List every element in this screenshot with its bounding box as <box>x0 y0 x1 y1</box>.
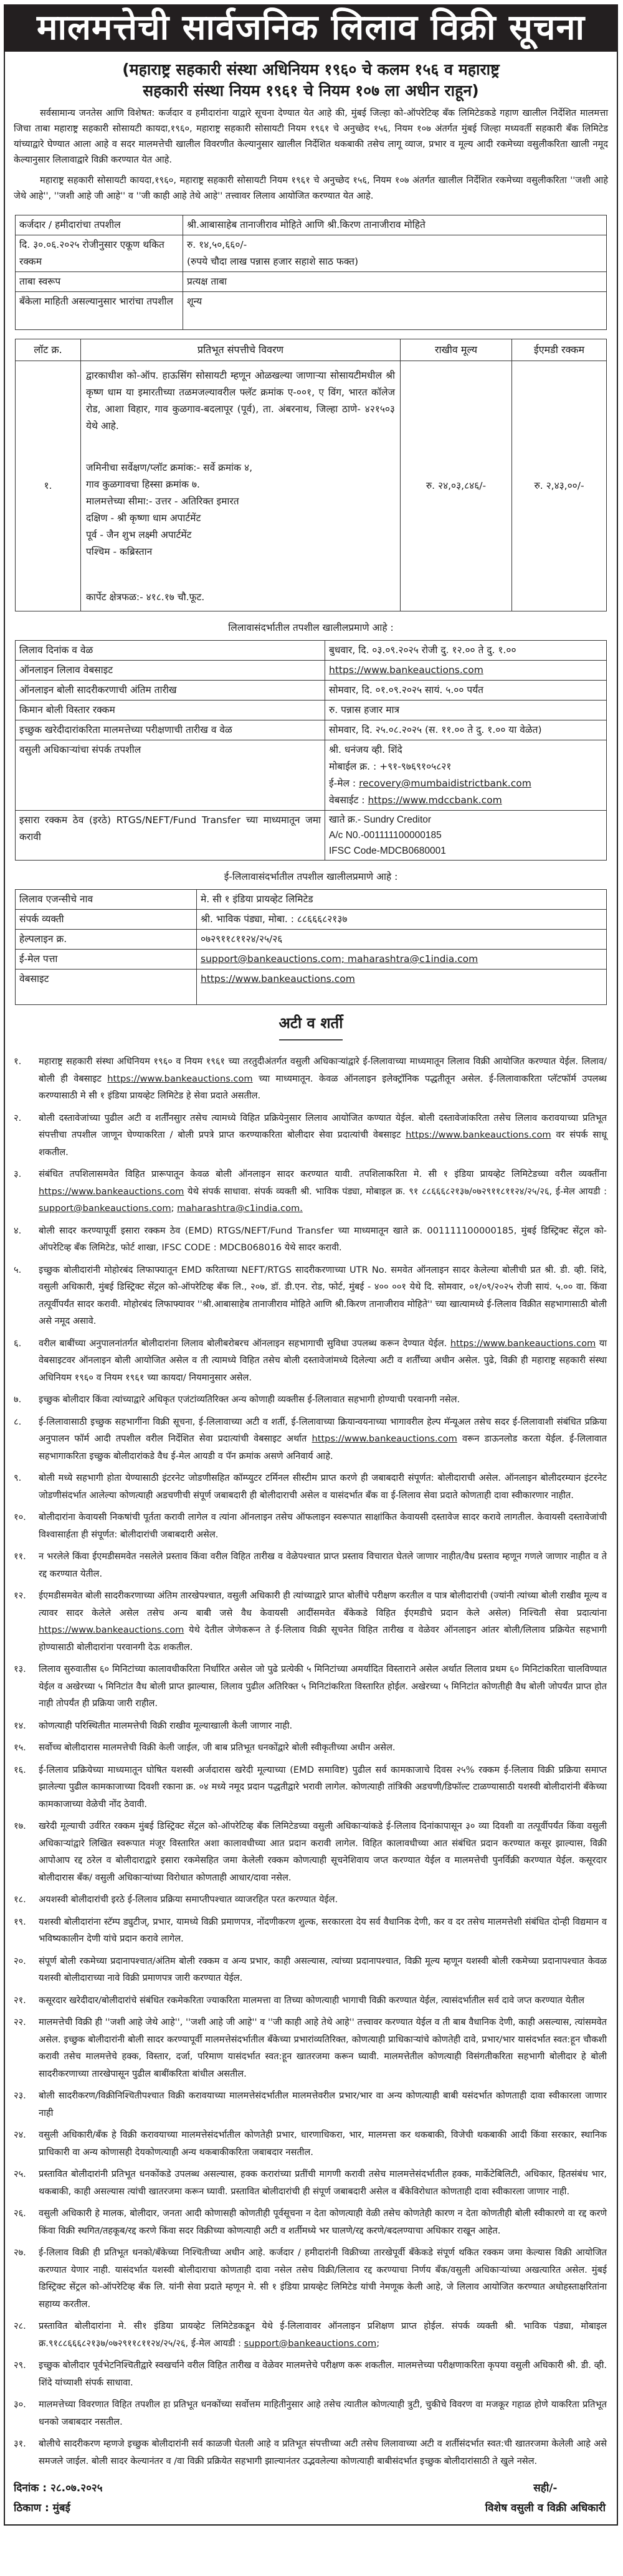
table-row <box>16 930 607 950</box>
property-description <box>81 361 401 611</box>
term-item <box>14 1762 607 1813</box>
term-item <box>14 1470 607 1504</box>
table-row <box>16 641 607 661</box>
emd-account-details <box>325 811 607 861</box>
agency-label: लिलाव एजन्सीचे नाव <box>16 890 197 910</box>
table-row <box>16 811 607 861</box>
term-number: २०. <box>14 1955 26 1966</box>
outstanding-value <box>183 235 607 272</box>
term-link[interactable]: https://www.bankeauctions.com <box>39 1186 184 1197</box>
term-text: बोली मध्ये सहभागी होता येण्यासाठी इंटरनेट जोडणीसहित कॉम्प्युटर टर्मिनल सीस्टीम प्राप्त करणे ही जबाबदारी संपूर्णत: बोलीदाराची असेल. ऑनलाइन बोलीदरम्यान इंटरनेट जोडणीसंदर्भात आलेल्या कोणत्याही अडचणीची संपूर्ण जबाबदारी ही बोलीदाराची असेल व यासंदर्भात बँक वा ई-लिलाव सेवा प्रदाते कोणताही दावा स्वीकारणार नाहीत. <box>39 1473 607 1501</box>
term-text: न भरलेले किंवा ईएमडीसमवेत नसलेले प्रस्ताव किंवा वरील विहित तारीख व वेळेपश्चात प्राप्त प्रस्ताव विचारात घेतले जाणार नाहीत/वैध प्रस्ताव म्हणून गणले जाणार नाहीत व ते रद्द करण्यात येतील. <box>39 1551 607 1579</box>
terms-heading <box>5 1012 617 1040</box>
boundary-east: पूर्व - जैन शुभ लक्ष्मी अपार्टमेंट <box>86 529 192 540</box>
outstanding-label: दि. ३०.०६.२०२५ रोजीनुसार एकूण थकित रक्कम <box>16 235 183 272</box>
term-number: ८. <box>14 1416 22 1427</box>
term-item <box>14 1587 607 1656</box>
term-link[interactable]: https://www.bankeauctions.com <box>107 1073 253 1084</box>
term-text: प्रस्तावित बोलीदारांनी प्रतिभूत धनकोंकडे उपलब्ध असल्यास, हक्क करारांच्या प्रतींची मागणी करावी तसेच मालमत्तेसंदर्भातील हक्क, मार्केटेबिलिटी, अधिकार, हितसंबंध भार, थकबाकी, काही असल्यास त्यांची खातरजमा करून घ्यावी. प्रस्तावित बोलीदारांची ही संपूर्ण जबाबदारी असेल व बँकेविरोधात कोणताही दावा स्वीकारला जाणार नाही. <box>39 2169 607 2197</box>
term-link[interactable]: https://www.bankeauctions.com <box>406 1130 551 1140</box>
terms-list <box>14 1053 607 2470</box>
term-item <box>14 1391 607 1408</box>
emd-account-name: खाते क्र.- Sundry Creditor <box>329 814 432 825</box>
term-item <box>14 2126 607 2161</box>
officer-site-link[interactable]: https://www.mdccbank.com <box>368 795 502 806</box>
term-item <box>14 1262 607 1330</box>
inspection-value: सोमवार, दि. २५.०८.२०२५ (स. ११.०० ते दु. १.०० या वेळेत) <box>325 720 607 740</box>
table-row <box>16 910 607 930</box>
term-text: बोलीदारांना केवायसी निकषांची पूर्तता करावी लागेल व त्यांना ऑनलाइन तसेच ऑफलाइन स्वरूपात साक्षांकित केवायसी दस्तावेज सादर करावे लागतील. केवायसी दस्तावेजांची विश्वासार्हता ही संपूर्णत: बोलीदारांची जबाबदारी असेल. <box>39 1512 607 1540</box>
term-number: ११. <box>14 1551 26 1562</box>
boundary-north: मालमत्तेच्या सीमा:- उत्तर - अतिरिक्त इमारत <box>86 496 239 507</box>
term-link[interactable]: support@bankeauctions.com <box>39 1203 171 1214</box>
encumbrance-label: बँकेला माहिती असल्यानुसार भारांचा तपशील <box>16 292 183 330</box>
table-row <box>16 720 607 740</box>
term-link[interactable]: https://www.bankeauctions.com <box>312 1433 457 1444</box>
email-link[interactable]: support@bankeauctions.com; maharashtra@c1india.com <box>201 953 478 965</box>
auction-notice <box>4 4 618 2526</box>
auction-date-value: बुधवार, दि. ०३.०९.२०२५ रोजी दु. १२.०० ते दु. १.०० <box>325 641 607 661</box>
term-text: कसूरदार खरेदीदार/बोलीदारांचे संबंधित रकमेकरिता ज्याकरिता मालमत्ता वा तिच्या कोणत्याही भागाची विक्री करण्यात येईल, त्यासंदर्भातील सर्व दावे जप्त करण्यात येतील <box>39 1994 584 2006</box>
term-item <box>14 2166 607 2200</box>
term-text: वरील बाबींच्या अनुपालनांतर्गत बोलीदारांना लिलाव बोलीबरोबरच ऑनलाइन सहभागाची सुविधा उपलब्ध करून देण्यात येईल. https://www.bankeauctions.com या वेबसाइटवर ऑनलाइन बोली आयोजित असेल व ती त्यामध्ये विहित तसेच बोली दस्तावेजांमध्ये दिलेल्या अटी व शर्तींच्या अधीन असेल. पुढे, विक्री ही महाराष्ट्र सहकारी संस्था अधिनियम १९६० व नियम १९६१ च्या कायदा/ नियमानुसार असेल. <box>39 1338 607 1383</box>
term-number: १. <box>14 1056 22 1067</box>
contact-person-value: श्री. भाविक पंड्या, मोबा. : ८८६६६८२१३७ <box>197 910 607 930</box>
term-number: ३. <box>14 1169 22 1179</box>
officer-email-line <box>329 775 602 792</box>
term-number: ६. <box>14 1338 22 1349</box>
table-row <box>16 701 607 720</box>
header-emd: ईएमडी रक्कम <box>512 339 607 361</box>
notice-place: ठिकाण : मुंबई <box>14 2502 70 2514</box>
footer-signature <box>485 2478 606 2518</box>
term-item <box>14 1222 607 1257</box>
auction-details-caption: लिलावासंदर्भातील तपशील खालीलप्रमाणे आहे : <box>228 622 394 633</box>
auction-site-link[interactable]: https://www.bankeauctions.com <box>329 664 483 676</box>
term-link[interactable]: https://www.bankeauctions.com <box>450 1338 596 1349</box>
website-link[interactable]: https://www.bankeauctions.com <box>201 973 355 984</box>
possession-label: ताबा स्वरूप <box>16 272 183 292</box>
officer-email-link[interactable]: recovery@mumbaidistrictbank.com <box>359 778 531 789</box>
term-item <box>14 1953 607 1987</box>
subtitle-line-1: (महाराष्ट्र सहकारी संस्था अधिनियम १९६० चे कलम १५६ व महाराष्ट्र <box>122 60 500 78</box>
term-text: महाराष्ट्र सहकारी संस्था अधिनियम १९६० व नियम १९६१ च्या तरतुदीअंतर्गत वसुली अधिकाऱ्यांद्वारे ई-लिलावाच्या माध्यमातून लिलाव विक्री आयोजित करण्यात येईल. लिलाव/बोली ही वेबसाइट https://www.bankeauctions.com च्या माध्यमातून. केवळ ऑनलाइन इलेक्ट्रॉनिक पद्धतीतून असेल. ई-लिलावाकरिता प्लॅटफॉर्म उपलब्ध करण्यासाठी मे सी १ इंडिया प्रायव्हेट लिमिटेड हे सेवा प्रदाते असतील. <box>39 1056 607 1101</box>
contact-person-label: संपर्क व्यक्ती <box>16 910 197 930</box>
term-text: सर्वोच्च बोलीदारास मालमत्तेची विक्री केली जाईल, जी बाब प्रतिभूत धनकोंद्वारे बोली स्वीकृतीच्या अधीन असेल. <box>39 1742 396 1753</box>
emd-account-number: A/c N0.-001111100000185 <box>329 830 442 841</box>
term-link[interactable]: https://www.bankeauctions.com <box>39 1625 184 1635</box>
encumbrance-value: शून्य <box>183 292 607 330</box>
term-number: २१. <box>14 1994 26 2006</box>
table-row <box>16 681 607 701</box>
term-link[interactable]: support@bankeauctions.com <box>244 2338 377 2349</box>
term-item <box>14 2435 607 2470</box>
officer-site-line <box>329 792 602 809</box>
term-text: बोली सादरीकरण/विक्रीनिश्चितीपश्चात विक्री करावयाच्या मालमत्तेसंदर्भातील मालमत्तेवरील प्रभार/भार वा अन्य कोणत्याही बाबी यसंदर्भात कोणताही दावा स्वीकारला जाणार नाही <box>39 2090 607 2118</box>
term-text: संपूर्ण बोली रकमेच्या प्रदानापश्चात/अंतिम बोली रक्कम व अन्य प्रभार, काही असल्यास, त्यांच्या प्रदानापश्चात, विक्री मूल्य म्हणून यशस्वी बोली रकमेच्या प्रदानापश्चात केवळ यशस्वी बोलीदाराच्या नावे विक्री प्रमाणपत्र जारी करण्यात येईल. <box>39 1955 607 1983</box>
borrower-value: श्री.आबासाहेब तानाजीराव मोहिते आणि श्री.किरण तानाजीराव मोहिते <box>183 215 607 235</box>
table-row <box>16 740 607 811</box>
website-cell <box>197 970 607 1005</box>
term-number: १७. <box>14 1821 26 1831</box>
term-item <box>14 2087 607 2121</box>
term-text: बोली सादर करण्यापूर्वी इसारा रक्कम ठेव (EMD) RTGS/NEFT/Fund Transfer च्या माध्यमातून खाते क्र. 001111100000185, मुंबई डिस्ट्रिक्ट सेंट्रल को-ऑपरेटिव्ह बँक लिमिटेड, फोर्ट शाखा, IFSC CODE : MDCB068016 येथे सादर करावी. <box>39 1225 607 1253</box>
term-text: मालमत्तेची विक्री ही ''जशी आहे जेथे आहे'', ''जशी आहे जी आहे'' व ''जी काही आहे तेथे आहे'' तत्त्वावर करण्यात येईल व ती बाब वैधानिक देणी, काही असल्यास, त्यांसमवेत असेल. इच्छुक बोलीदारांनी बोली सादर करण्यापूर्वी मालमत्तेसंदर्भातील बँकेच्या प्रभारांव्यतिरिक्त, कोणत्याही प्राधिकाऱ्यांचे कोणतेही दावे, प्रभार/भार यासंदर्भात स्वत:हून चौकशी करावी तसेच मालमत्तेचे हक्क, विस्तार, दर्जा, परिमाण यासंदर्भात स्वत:हून खातरजमा करून घ्यावी. मालमत्तेतील कोणत्याही विसंगतीकरिता सहभागी बोलीदार हे बोली सादरीकरणाच्या तारखेपासून पुढील बाबींकरिता बांधील असतील. <box>39 2017 607 2079</box>
email-label: ई-मेल पत्ता <box>16 950 197 970</box>
reserve-price: रु. २४,०३,८४६/- <box>401 361 512 611</box>
term-number: ५. <box>14 1264 22 1275</box>
footer-left <box>14 2478 103 2518</box>
terms-heading-text: अटी व शर्ती <box>279 1012 343 1040</box>
term-number: २६. <box>14 2208 26 2219</box>
officer-designation: विशेष वसुली व विक्री अधिकारी <box>485 2502 606 2514</box>
possession-value: प्रत्यक्ष ताबा <box>183 272 607 292</box>
hissa-number: गाव कुळगावचा हिस्सा क्रमांक ७. <box>86 479 200 490</box>
term-number: २३. <box>14 2090 26 2101</box>
term-item <box>14 1818 607 1886</box>
term-number: २. <box>14 1112 22 1123</box>
auction-date-label: लिलाव दिनांक व वेळ <box>16 641 325 661</box>
term-item <box>14 2014 607 2082</box>
auction-site-cell <box>325 661 607 681</box>
term-text: बोलीचे सादरीकरण म्हणजे इच्छुक बोलीदारांनी सर्व काळजी घेतली आहे व प्रतिभूत संपत्तीच्या अटी तसेच लिलावाच्या अटी व शर्तीसंदर्भात स्वत:ची खातरजमा केलेली आहे असे समजले जाईल. बोली सादर केल्यानंतर व /वा विक्री प्रक्रियेत सहभागी झाल्यानंतर उद्भवलेल्या कोणत्याही बाबीसंदर्भात इच्छुक बोलीदारांसाठी ते खुले नसेल. <box>39 2438 607 2466</box>
auction-site-label: ऑनलाइन लिलाव वेबसाइट <box>16 661 325 681</box>
notice-date: दिनांक : २८.०७.२०२५ <box>14 2482 103 2494</box>
term-item <box>14 1661 607 1712</box>
term-number: ३०. <box>14 2399 26 2410</box>
term-text: इच्छुक बोलीदार किंवा त्यांच्याद्वारे अधिकृत एजंटांव्यतिरिक्त अन्य कोणाही व्यक्तीस ई-लिलावात सहभागी होण्याची परवानगी नसेल. <box>39 1394 460 1405</box>
term-text: प्रस्तावित बोलीदारांना मे. सी१ इंडिया प्रायव्हेट लिमिटेडकडून येथे ई-लिलावावर ऑनलाइन प्रशिक्षण प्राप्त होईल. संपर्क व्यक्ती श्री. भाविक पंड्या, मोबाइल क्र.९१८८६६६८२१३७/०७२९११८११२४/२५/२६, ई-मेल आयडी : support@bankeauctions.com; <box>39 2321 607 2349</box>
officer-site-label: वेबसाईट : <box>329 795 368 806</box>
officer-contact <box>325 740 607 811</box>
agency-value: मे. सी १ इंडिया प्रायव्हेट लिमिटेड <box>197 890 607 910</box>
term-item <box>14 2357 607 2391</box>
property-address: द्वारकाधीश को-ऑप. हाऊसिंग सोसायटी म्हणून ओळखल्या जाणाऱ्या सोसायटीमधील श्री कृष्ण धाम या इमारतीच्या तळमजल्यावरील फ्लॅट क्रमांक ए-००१, ए विंग, भारत कॉलेज रोड, आशा विहार, गाव कुळगाव-बदलापूर (पूर्व), ता. अंबरनाथ, जिल्हा ठाणे- ४२१५०३ येथे आहे. <box>86 370 395 432</box>
outstanding-amount: रु. १४,५०,६६०/- <box>187 239 247 250</box>
carpet-area: कार्पेट क्षेत्रफळ:- ४१८.१७ चौ.फूट. <box>86 592 205 603</box>
eauction-details-table <box>15 889 607 1005</box>
table-row <box>16 292 607 330</box>
officer-mobile: मोबाईल क्र. : +९१-९७६९१०५८२१ <box>329 761 452 772</box>
term-item <box>14 1739 607 1757</box>
term-number: २४. <box>14 2130 26 2140</box>
header-description: प्रतिभूत संपत्तीचे विवरण <box>81 339 401 361</box>
header-reserve-price: राखीव मूल्य <box>401 339 512 361</box>
bid-increment-value: रु. पन्नास हजार मात्र <box>325 701 607 720</box>
term-text: इच्छुक बोलीदारांनी मोहोरबंद लिफाफ्यातून EMD करिताच्या NEFT/RTGS सादरीकरणाच्या UTR No. समवेत ऑनलाइन सादर केलेल्या बोलीची प्रत श्री. डी. व्ही. शिंदे, वसुली अधिकारी, मुंबई डिस्ट्रिक्ट सेंट्रल को-ऑपरेटिव्ह बँक लि., २०७, डॉ. डी.एन. रोड, फोर्ट, मुंबई - ४०० ००१ येथे दि. सोमवार, ०१/०९/२०२५ रोजी सायं. ५.०० वा. किंवा तत्पूर्वीपर्यंत सादर करावी. मोहोरबंद लिफाफ्यावर ''श्री.आबासाहेब तानाजीराव मोहिते आणि श्री.किरण तानाजीराव मोहिते'' च्या खात्यामध्ये ई-लिलाव विक्रीत सहभागासाठी बोली असे नमूद असावे. <box>39 1264 607 1326</box>
term-item <box>14 2318 607 2352</box>
table-row <box>16 235 607 272</box>
term-number: १६. <box>14 1764 26 1775</box>
notice-subtitle <box>17 59 604 101</box>
term-number: २९. <box>14 2360 26 2371</box>
outstanding-amount-words: (रुपये चौदा लाख पन्नास हजार सहाशे साठ फक्त) <box>187 256 359 267</box>
term-text: वसुली अधिकारी हे मालक, बोलीदार, जनता आदी कोणासही कोणतीही पूर्वसूचना न देता कोणत्याही वेळी तसेच कोणतेही कारण न देता कोणतीही बोली स्वीकारणे वा रद्द करणे किंवा विक्री स्थगित/तहकूब/रद्द करणे किंवा सदर विक्रीच्या कोणत्याही अटी व शर्तीमध्ये भर घालणे/रद्द करणे/बदलण्याचा अधिकार राखून आहेत. <box>39 2208 607 2236</box>
table-row <box>16 890 607 910</box>
boundary-west: पश्चिम - कब्रिस्तान <box>86 546 153 557</box>
borrower-label: कर्जदार / हमीदारांचा तपशील <box>16 215 183 235</box>
term-item <box>14 1166 607 1217</box>
table-row <box>16 950 607 970</box>
term-number: २२. <box>14 2017 26 2027</box>
signature: सही/- <box>533 2482 558 2494</box>
table-header-row <box>16 339 607 361</box>
term-number: १३. <box>14 1664 26 1674</box>
officer-label: वसुली अधिकाऱ्यांचा संपर्क तपशील <box>16 740 325 811</box>
term-text: बोली दस्तावेजांच्या पुढील अटी व शर्तींनसुार तसेच त्यामध्ये विहित प्रक्रियेनुसार लिलाव आयोजित कण्यात येईल. बोली दस्तावेजांकरिता तसेच लिलाव करावयाच्या प्रतिभूत संपत्तीचा तपशील जाणून घेण्याकरिता / बोली प्रपत्रे प्राप्त करण्याकरिता बोलीदार सेवा प्रदात्यांची वेबसाइट https://www.bankeauctions.com वर संपर्क साधू शकतील. <box>39 1112 607 1158</box>
term-number: ४. <box>14 1225 22 1236</box>
term-number: ९. <box>14 1473 22 1483</box>
term-item <box>14 1548 607 1582</box>
table-row <box>16 215 607 235</box>
property-table <box>15 339 607 611</box>
term-number: २७. <box>14 2247 26 2258</box>
term-number: २८. <box>14 2321 26 2331</box>
table-row <box>16 970 607 1005</box>
helpline-label: हेल्पलाइन क्र. <box>16 930 197 950</box>
term-item <box>14 2244 607 2313</box>
term-item <box>14 1992 607 2009</box>
term-item <box>14 1413 607 1465</box>
term-number: १२. <box>14 1590 26 1601</box>
term-number: १५. <box>14 1742 26 1753</box>
term-number: १८. <box>14 1894 26 1905</box>
table-row <box>16 361 607 611</box>
term-text: मालमत्तेच्या विवरणात विहित तपशील हा प्रतिभूत धनकोंच्या सर्वोत्तम माहितीनुसार आहे तसेच त्यातील कोणत्याही त्रुटी, चुकीचे विवरण वा मजकूर गहाळ होणे याकरिता प्रतिभूत धनको जबाबदार नसतील. <box>39 2399 607 2427</box>
term-number: १४. <box>14 1720 26 1731</box>
term-text: संबंधित तपशिलासमवेत विहित प्रारूपातून केवळ बोली ऑनलाइन सादर करण्यात यावी. तपशिलाकरिता मे. सी १ इंडिया प्रायव्हेट लिमिटेडच्या वरील व्यक्तींना https://www.bankeauctions.com येथे संपर्क साधावा. संपर्क व्यक्ती श्री. भाविक पंड्या, मोबाइल क्र. ९१ ८८६६६८२१३७/०७२९११८११२४/२५/२६, ई-मेल आयडी : support@bankeauctions.com; maharashtra@c1india.com. <box>39 1169 607 1214</box>
eauction-details-caption: ई-लिलावासंदर्भातील तपशील खालीलप्रमाणे आहे : <box>224 871 398 882</box>
term-text: कोणत्याही परिस्थितीत मालमत्तेची विक्री राखीव मूल्याखाली केली जाणार नाही. <box>39 1720 293 1731</box>
term-number: ३१. <box>14 2438 26 2449</box>
header-lot: लॉट क्र. <box>16 339 81 361</box>
website-label: वेबसाइट <box>16 970 197 1005</box>
notice-footer <box>14 2478 606 2518</box>
subtitle-line-2: सहकारी संस्था नियम १९६१ चे नियम १०७ ला अधीन राहून) <box>143 82 479 100</box>
term-text: इच्छुक बोलीदार पूर्वभेटनिश्चितीद्वारे स्वखर्चाने वरील विहित तारीख व वेळेवर मालमत्तेचे परीक्षण करू शकतील. मालमत्तेच्या परीक्षणाकरिता कृपया वसुली अधिकारी श्री. डी. व्ही. शिंदे यांच्याशी संपर्क साधावा. <box>39 2360 607 2388</box>
boundary-south: दक्षिण - श्री कृष्णा धाम अपार्टमेंट <box>86 512 201 524</box>
term-item <box>14 1335 607 1387</box>
term-number: ७. <box>14 1394 22 1405</box>
officer-email-label: ई-मेल : <box>329 778 359 789</box>
lot-number: १. <box>16 361 81 611</box>
email-cell <box>197 950 607 970</box>
term-item <box>14 2205 607 2239</box>
term-item <box>14 1891 607 1908</box>
term-item <box>14 1717 607 1735</box>
emd-ifsc: IFSC Code-MDCB0680001 <box>329 846 446 856</box>
term-number: १९. <box>14 1916 26 1927</box>
term-text: ईएमडीसमवेत बोली सादरीकरणाच्या अंतिम तारखेपश्चात, वसुली अधिकारी ही त्यांच्याद्वारे प्राप्त बोलींचे परीक्षण करतील व पात्र बोलीदारांची (ज्यांनी त्यांच्या बोली राखीव मूल्य व त्यावर सादर केलेले असेल तसेच अन्य बाबी जसे वैध केवायसी आदींसमवेत बँकेकडे विहित ईएमडीचे प्रदान केले असेल) निश्चिती सेवा प्रदात्यांना https://www.bankeauctions.com येथे देतील जेणेकरून ते ई-लिलाव विक्री सूचनेत विहित तारीख व वेळेवर ऑनलाइन आंतर बोली/लिलाव प्रक्रियेत सहभागी होण्यासाठी बोलीदारांना परवानगी देऊ शकतील. <box>39 1590 607 1653</box>
term-text: खरेदी मूल्याची उर्वरित रक्कम मुंबई डिस्ट्रिक्ट सेंट्रल को-ऑपरेटिव्ह बँक लिमिटेडच्या वसुली अधिकाऱ्यांकडे ई-लिलाव दिनांकापासून ३० व्या दिवशी वा तत्पूर्वीपर्यंत किंवा वसुली अधिकाऱ्यांद्वारे लिखित स्वरूपात मंजूर विस्तारित अशा कालावधीच्या आत प्रदान करावी लागेल. विहित कालावधीच्या आत संबंधित प्रदान करण्यात कसूर झाल्यास, विक्री आपोआप रद्द ठरेल व बोलीदाराद्वारे इसारा रकमेसहित जमा केलेली रक्कम कोणत्याही सूचनेशिवाय जप्त करण्यात येईल व मालमत्तेची पुनर्विक्री करण्यात येईल. कसूरदार बोलीदारास बँक/ वसुली अधिकाऱ्यांच्या विरोधात कोणताही आधार/दावा नसेल. <box>39 1821 607 1883</box>
emd-deposit-label: इसारा रक्कम ठेव (इरठे) RTGS/NEFT/Fund Transfer च्या माध्यमातून जमा करावी <box>16 811 325 861</box>
term-item <box>14 1509 607 1543</box>
term-item <box>14 2396 607 2430</box>
survey-number: जमिनीचा सर्वेक्षण/प्लॉट क्रमांक:- सर्वे क्रमांक ४, <box>86 462 253 473</box>
officer-name: श्री. धनंजय व्ही. शिंदे <box>329 744 402 755</box>
auction-details-table <box>15 640 607 861</box>
bid-increment-label: किमान बोली विस्तार रक्कम <box>16 701 325 720</box>
term-text: लिलाव सुरुवातीस ६० मिनिटांच्या कालावधीकरिता निर्धारित असेल जो पुढे प्रत्येकी ५ मिनिटांच्या अमर्यादित विस्ताराने असेल अर्थात लिलाव प्रथम ६० मिनिटांकरिता चालविण्यात येईल व अखेरच्या ५ मिनिटांत वैध बोली प्राप्त झाल्यास, लिलाव पुढील अतिरिक्त ५ मिनिटांकरिता विस्तारित होईल. अखेरच्या ५ मिनिटांत कोणतीही वैध बोली जोपर्यंत प्राप्त होत नाही तोपर्यंत ही प्रक्रिया जारी राहील. <box>39 1664 607 1709</box>
term-item <box>14 1110 607 1161</box>
term-text: वसुली अधिकारी/बँक हे विक्री करावयाच्या मालमत्तेसंदर्भातील कोणतेही प्रभार, धारणाधिकरा, भार, मालमत्ता कर थकबाकी, विजेची थकबाकी आदी किंवा सरकार, स्थानिक प्राधिकारी वा अन्य कोणासही देयकोणत्याही अन्य थकबाकीकरिता जबाबदार नसतील. <box>39 2130 607 2158</box>
term-number: १०. <box>14 1512 26 1522</box>
term-link[interactable]: maharashtra@c1india.com. <box>177 1203 303 1214</box>
term-item <box>14 1053 607 1105</box>
borrower-table <box>15 215 607 330</box>
term-text: अयशस्वी बोलीदारांची इरठे ई-लिलाव प्रक्रिया समाप्तीपश्चात व्याजरहित परत करण्यात येईल. <box>39 1894 338 1905</box>
bid-deadline-label: ऑनलाइन बोली सादरीकरणाची अंतिम तारीख <box>16 681 325 701</box>
emd-amount: रु. २,४३,००/- <box>512 361 607 611</box>
term-text: ई-लिलाव विक्री ही प्रतिभूत धनको/बँकेच्या निश्चितीच्या अधीन आहे. कर्जदार / हमीदारांनी विक्रीच्या तारखेपूर्वी बँकेकडे संपूर्ण थकित रक्कम जमा केल्यास विक्री आयोजित करण्यात येणार नाही. यासंदर्भात यशस्वी बोलीदाराचा कोणताही दावा नसेल तसेच विक्री/लिलाव रद्द करण्याचा निर्णय बँक/वसुली अधिकाऱ्यांच्या अखत्यारित असेल. मुंबई डिस्ट्रिक्ट सेंट्रल को-ऑपरेटिव्ह बँक लि. यांनी सेवा प्रदाते म्हणून मे. सी १ इंडिया प्रायव्हेट लिमिटेड यांची नेमणूक केली आहे, जे लिलाव आयोजित करण्यात अधोहस्ताक्षरितांना सहाय्य करतील. <box>39 2247 607 2309</box>
bid-deadline-value: सोमवार, दि. ०१.०९.२०२५ सायं. ५.०० पर्यंत <box>325 681 607 701</box>
notice-title: मालमत्तेची सार्वजनिक लिलाव विक्री सूचना <box>4 4 618 52</box>
helpline-value: ०७२९११८११२४/२५/२६ <box>197 930 607 950</box>
term-item <box>14 1913 607 1948</box>
intro-paragraph-1: सर्वसामान्य जनतेस आणि विशेषत: कर्जदार व हमीदारांना याद्वारे सूचना देण्यात येत आहे की, मुंबई जिल्हा को-ऑपरेटिव्ह बँक लिमिटेडकडे गहाण खालील निर्देशित मालमत्ता जिचा ताबा महाराष्ट्र सहकारी सोसायटी कायदा,१९६०, महाराष्ट्र सहकारी सोसायटी नियम १९६१ चे अनुच्छेद १५६, नियम १०७ अंतर्गत मुंबई जिल्हा मध्यवर्ती सहकारी बँक लिमिटेड यांच्याद्वारे घेण्यात आला आहे व सदर मालमत्तेची खालील विवरणीत केल्यानुसार खालील निर्देशित थकबाकी तसेच लागू व्याज, प्रभार व मूल्य आदी रकमेच्या वसुलीकरिता खाली नमूद केल्यानुसार लिलावाद्वारे विक्री करण्यात येत आहे. <box>14 108 608 165</box>
inspection-label: इच्छुक खरेदीदारांकरिता मालमत्तेच्या परीक्षणाची तारीख व वेळ <box>16 720 325 740</box>
table-row <box>16 272 607 292</box>
term-text: ई-लिलाव प्रक्रियेच्या माध्यमातून घोषित यशस्वी अर्जदारास खरेदी मूल्याच्या (EMD समाविष्ट) पुढील सर्व कामकाजाचे दिवस २५% रक्कम ई-लिलाव विक्री प्रक्रिया समाप्त झालेल्या पुढील कामकाजाच्या दिवशी रकाना क्र. ०४ मध्ये नमूद प्रदान पद्धतीद्वारे भरावी लागेल. कोणत्याही तांत्रिकी अडचणी/डिफॉल्ट टाळण्यासाठी यशस्वी बोलीदारांनी बँकेच्या कामकाजाच्या वेळेची नोंद ठेवावी. <box>39 1764 607 1809</box>
intro-paragraph-2: महाराष्ट्र सहकारी सोसायटी कायदा,१९६०, महाराष्ट्र सहकारी सोसायटी नियम १९६१ चे अनुच्छेद १५६, नियम १०७ अंतर्गत खालील निर्देशित रकमेच्या वसुलीकरिता ''जशी आहे जेथे आहे'', ''जशी आहे जी आहे'' व ''जी काही आहे तेथे आहे'' तत्त्वावर लिलाव आयोजित करण्यात येत आहे. <box>14 175 608 201</box>
term-number: २५. <box>14 2169 26 2179</box>
term-text: यशस्वी बोलीदारांना स्टॅम्प ड्युटीज्, प्रभार, यामध्ये विक्री प्रमाणपत्र, नोंदणीकरण शुल्क, सरकारला देय सर्व वैधानिक देणी, कर व दर तसेच मालमत्तेशी संबंधित दोन्ही विद्यमान व भविष्यकालीन देणी यांचे प्रदान करावे लागेल. <box>39 1916 607 1944</box>
table-row <box>16 661 607 681</box>
term-text: ई-लिलावासाठी इच्छुक सहभागींना विक्री सूचना, ई-लिलावाच्या अटी व शर्ती, ई-लिलावाच्या क्रियान्वयनाच्या भागावरील हेल्प मॅन्यूअल तसेच सदर ई-लिलावाशी संबंधित प्रक्रिया अनुपालन फॉर्म आदी तपशील वरील निर्देशित सेवा प्रदात्यांची वेबसाइट अर्थात https://www.bankeauctions.com वरून डाऊनलोड करता येईल. ई-लिलावात सहभागाकरिता इच्छुक बोलीदारांकडे वैध ई-मेल आयडी व पॅन क्रमांक असणे अनिवार्य आहे. <box>39 1416 607 1461</box>
